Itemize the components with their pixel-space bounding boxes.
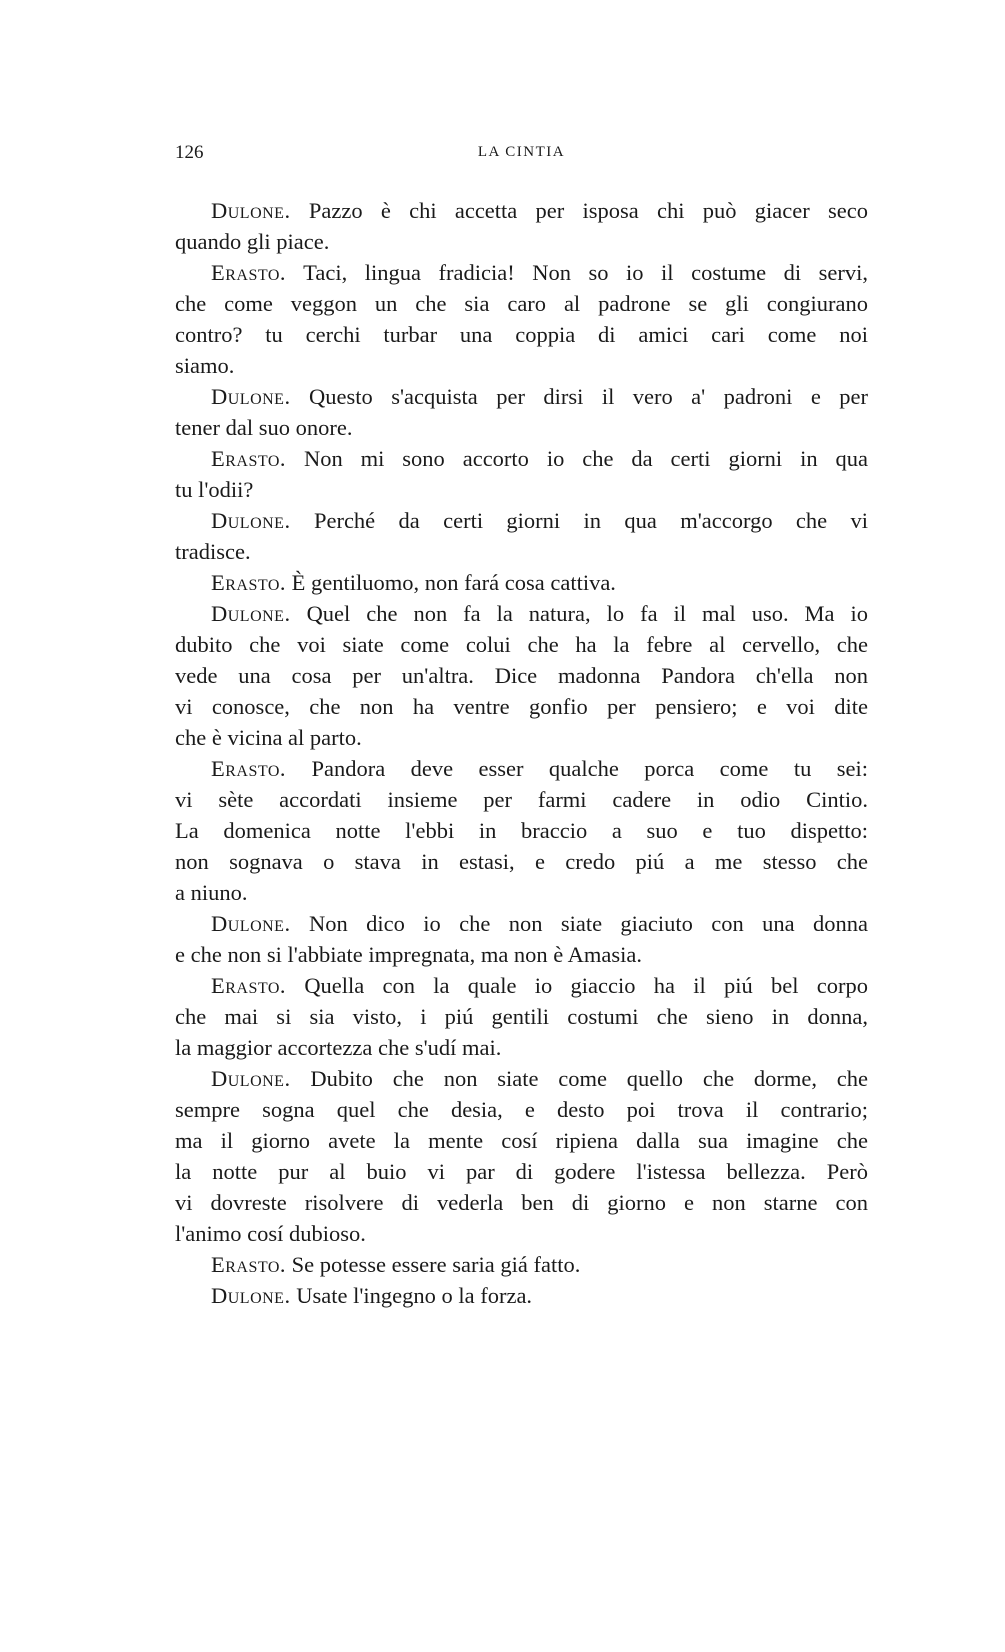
text-line [175,505,868,536]
speaker-name: Dulone. [211,911,291,936]
text-line [175,319,868,350]
speaker-name: Erasto. [211,973,287,998]
text-line [175,598,868,629]
dialogue-paragraph [175,505,868,567]
speaker-name: Erasto. [211,260,287,285]
dialogue-paragraph [175,195,868,257]
line-text: dubito che voi siate come colui che ha la febre al cervello, che [175,632,868,657]
line-text: Pazzo è chi accetta per isposa chi può giacer seco [308,198,868,223]
line-text: che è vicina al parto. [175,725,362,750]
text-line [175,226,868,257]
line-text: vi conosce, che non ha ventre gonfio per pensiero; e voi dite [175,694,868,719]
line-text: Taci, lingua fradicia! Non so io il costume di servi, [303,260,868,285]
text-line [175,660,868,691]
dialogue-paragraph [175,1249,868,1280]
line-text: Usate l'ingegno o la forza. [296,1283,533,1308]
text-line [175,288,868,319]
line-text: vede una cosa per un'altra. Dice madonna Pandora ch'ella non [175,663,868,688]
page-header [175,142,868,168]
text-line [175,753,868,784]
dialogue-paragraph [175,567,868,598]
text-line [175,350,868,381]
line-text: e che non si l'abbiate impregnata, ma non è Amasia. [175,942,643,967]
dialogue-paragraph [175,753,868,908]
dialogue-paragraph [175,908,868,970]
line-text: vi dovreste risolvere di vederla ben di giorno e non starne con [175,1190,868,1215]
text-line [175,970,868,1001]
text-line [175,1094,868,1125]
line-text: Quel che non fa la natura, lo fa il mal uso. Ma io [306,601,868,626]
text-line [175,784,868,815]
text-line [175,1063,868,1094]
line-text: a niuno. [175,880,248,905]
dialogue-paragraph [175,970,868,1063]
page-number: 126 [175,142,204,163]
speaker-name: Dulone. [211,508,291,533]
text-line [175,381,868,412]
line-text: tu l'odii? [175,477,254,502]
text-line [175,877,868,908]
text-line [175,1280,868,1311]
line-text: tener dal suo onore. [175,415,353,440]
speaker-name: Dulone. [211,601,291,626]
dialogue-paragraph [175,381,868,443]
line-text: sempre sogna quel che desia, e desto poi trova il contrario; [175,1097,868,1122]
dialogue-text [175,195,868,1311]
dialogue-paragraph [175,443,868,505]
text-line [175,1001,868,1032]
line-text: vi sète accordati insieme per farmi cadere in odio Cintio. [175,787,868,812]
text-line [175,1187,868,1218]
text-line [175,536,868,567]
line-text: Non dico io che non siate giaciuto con una donna [308,911,868,936]
speaker-name: Dulone. [211,198,291,223]
text-line [175,474,868,505]
text-line [175,195,868,226]
line-text: che mai si sia visto, i piú gentili costumi che sieno in donna, [175,1004,868,1029]
line-text: tradisce. [175,539,251,564]
line-text: quando gli piace. [175,229,330,254]
dialogue-paragraph [175,257,868,381]
line-text: Pandora deve esser qualche porca come tu sei: [311,756,868,781]
line-text: La domenica notte l'ebbi in braccio a suo e tuo dispetto: [175,818,868,843]
text-line [175,443,868,474]
text-line [175,691,868,722]
speaker-name: Erasto. [211,570,287,595]
text-line [175,1032,868,1063]
text-line [175,1218,868,1249]
speaker-name: Dulone. [211,1066,291,1091]
line-text: Quella con la quale io giaccio ha il piú bel corpo [304,973,868,998]
text-line [175,629,868,660]
text-line [175,412,868,443]
text-line [175,567,868,598]
text-line [175,846,868,877]
speaker-name: Dulone. [211,384,291,409]
dialogue-paragraph [175,598,868,753]
text-line [175,939,868,970]
speaker-name: Erasto. [211,756,287,781]
speaker-name: Erasto. [211,1252,287,1277]
speaker-name: Erasto. [211,446,287,471]
text-line [175,1125,868,1156]
line-text: non sognava o stava in estasi, e credo piú a me stesso che [175,849,868,874]
line-text: che come veggon un che sia caro al padrone se gli congiurano [175,291,868,316]
text-line [175,908,868,939]
line-text: la notte pur al buio vi par di godere l'istessa bellezza. Però [175,1159,868,1184]
text-line [175,722,868,753]
line-text: la maggior accortezza che s'udí mai. [175,1035,502,1060]
line-text: Perché da certi giorni in qua m'accorgo che vi [313,508,868,533]
line-text: Non mi sono accorto io che da certi giorni in qua [303,446,868,471]
running-title: LA CINTIA [477,144,566,160]
text-line [175,257,868,288]
line-text: siamo. [175,353,235,378]
line-text: Se potesse essere saria giá fatto. [291,1252,581,1277]
dialogue-paragraph [175,1063,868,1249]
line-text: contro? tu cerchi turbar una coppia di amici cari come noi [175,322,868,347]
line-text: l'animo cosí dubioso. [175,1221,366,1246]
text-line [175,1249,868,1280]
line-text: È gentiluomo, non fará cosa cattiva. [291,570,616,595]
line-text: Dubito che non siate come quello che dorme, che [310,1066,868,1091]
text-line [175,1156,868,1187]
speaker-name: Dulone. [211,1283,291,1308]
text-line [175,815,868,846]
line-text: Questo s'acquista per dirsi il vero a' padroni e per [309,384,868,409]
line-text: ma il giorno avete la mente cosí ripiena dalla sua imagine che [175,1128,868,1153]
dialogue-paragraph [175,1280,868,1311]
